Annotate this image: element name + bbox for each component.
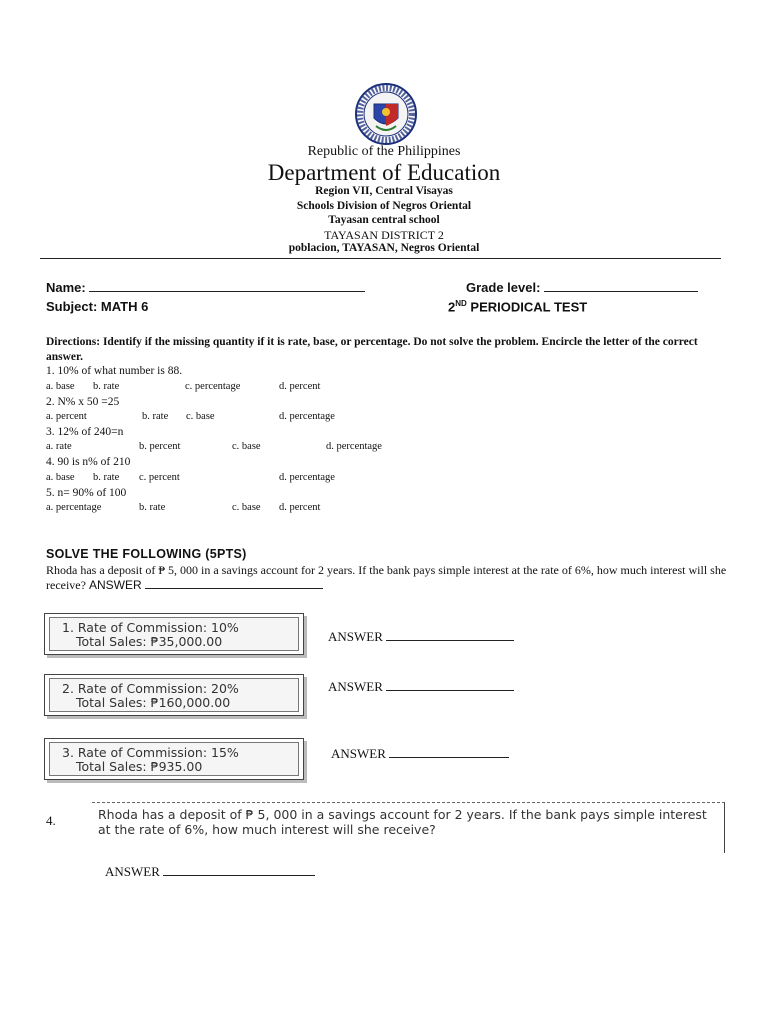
answer-field-1[interactable] bbox=[328, 627, 514, 645]
option-c[interactable]: c. percent bbox=[139, 472, 180, 483]
solve-section-title: SOLVE THE FOLLOWING (5PTS) bbox=[46, 547, 247, 561]
answer-blank[interactable] bbox=[386, 627, 514, 641]
directions-text: Directions: Identify if the missing quantity if it is rate, base, or percentage. Do not solve the problem. Encircle the letter of the correct answer. bbox=[46, 336, 698, 363]
option-a[interactable]: a. base bbox=[46, 381, 75, 392]
question-3: 3. 12% of 240=n bbox=[46, 426, 124, 438]
name-field[interactable] bbox=[46, 278, 365, 295]
answer-blank[interactable] bbox=[386, 677, 514, 691]
grade-level-label: Grade level: bbox=[466, 280, 541, 295]
commission-rate: 3. Rate of Commission: 15% bbox=[62, 745, 239, 760]
answer-label: ANSWER bbox=[328, 629, 383, 644]
answer-field-4[interactable] bbox=[105, 862, 315, 880]
answer-blank[interactable] bbox=[145, 578, 323, 589]
problem-4-number: 4. bbox=[46, 813, 56, 828]
option-b[interactable]: b. rate bbox=[93, 381, 120, 392]
solve-problem-text bbox=[46, 563, 736, 593]
division-heading: Schools Division of Negros Oriental bbox=[296, 200, 472, 212]
answer-field-2[interactable] bbox=[328, 677, 514, 695]
problem-4-box bbox=[92, 802, 725, 853]
option-b[interactable]: b. rate bbox=[139, 502, 166, 513]
commission-rate: 2. Rate of Commission: 20% bbox=[62, 681, 239, 696]
total-sales: Total Sales: ₱935.00 bbox=[76, 759, 203, 774]
question-5: 5. n= 90% of 100 bbox=[46, 487, 127, 499]
option-d[interactable]: d. percent bbox=[279, 502, 321, 513]
subject-label: Subject: MATH 6 bbox=[46, 299, 149, 314]
test-ordinal: ND bbox=[455, 299, 467, 308]
deped-seal-logo bbox=[348, 82, 424, 146]
question-4: 4. 90 is n% of 210 bbox=[46, 456, 131, 468]
answer-blank[interactable] bbox=[163, 862, 315, 876]
option-c[interactable]: c. base bbox=[232, 502, 261, 513]
commission-problem-card-3 bbox=[44, 738, 304, 780]
district-heading: TAYASAN DISTRICT 2 bbox=[324, 228, 444, 242]
option-a[interactable]: a. percent bbox=[46, 411, 87, 422]
grade-level-field[interactable] bbox=[466, 278, 698, 295]
option-d[interactable]: d. percent bbox=[279, 381, 321, 392]
commission-problem-card-2 bbox=[44, 674, 304, 716]
department-heading: Department of Education bbox=[267, 160, 501, 185]
answer-label: ANSWER bbox=[105, 864, 160, 879]
republic-heading: Republic of the Philippines bbox=[307, 144, 461, 159]
answer-field-3[interactable] bbox=[331, 744, 509, 762]
option-b[interactable]: b. rate bbox=[142, 411, 169, 422]
address-heading: poblacion, TAYASAN, Negros Oriental bbox=[288, 242, 480, 254]
school-heading: Tayasan central school bbox=[328, 214, 440, 226]
region-heading: Region VII, Central Visayas bbox=[315, 185, 453, 197]
option-c[interactable]: c. percentage bbox=[185, 381, 241, 392]
option-d[interactable]: d. percentage bbox=[279, 472, 335, 483]
option-a[interactable]: a. percentage bbox=[46, 502, 102, 513]
question-2: 2. N% x 50 =25 bbox=[46, 396, 120, 408]
test-number: 2 bbox=[448, 299, 456, 315]
answer-label: ANSWER bbox=[88, 578, 142, 592]
total-sales: Total Sales: ₱35,000.00 bbox=[76, 634, 223, 649]
problem-statement: Rhoda has a deposit of ₱ 5, 000 in a savings account for 2 years. If the bank pays simple interest at the rate of 6%, how much interest will she receive? bbox=[46, 563, 727, 592]
answer-label: ANSWER bbox=[331, 746, 386, 761]
option-d[interactable]: d. percentage bbox=[326, 441, 382, 452]
option-b[interactable]: b. percent bbox=[139, 441, 181, 452]
option-a[interactable]: a. rate bbox=[46, 441, 72, 452]
commission-problem-card-1 bbox=[44, 613, 304, 655]
option-c[interactable]: c. base bbox=[232, 441, 261, 452]
test-title: PERIODICAL TEST bbox=[466, 299, 588, 315]
total-sales: Total Sales: ₱160,000.00 bbox=[76, 695, 231, 710]
question-1: 1. 10% of what number is 88. bbox=[46, 365, 183, 377]
problem-4-text: Rhoda has a deposit of ₱ 5, 000 in a savings account for 2 years. If the bank pays simple interest at the rate of 6%, how much interest will she receive? bbox=[98, 807, 707, 837]
header-divider bbox=[40, 258, 721, 259]
grade-level-blank[interactable] bbox=[544, 278, 698, 292]
answer-label: ANSWER bbox=[328, 679, 383, 694]
option-c[interactable]: c. base bbox=[186, 411, 215, 422]
option-d[interactable]: d. percentage bbox=[279, 411, 335, 422]
periodical-test-label bbox=[448, 299, 587, 314]
answer-blank[interactable] bbox=[389, 744, 509, 758]
option-a[interactable]: a. base bbox=[46, 472, 75, 483]
option-b[interactable]: b. rate bbox=[93, 472, 120, 483]
commission-rate: 1. Rate of Commission: 10% bbox=[62, 620, 239, 635]
name-label: Name: bbox=[46, 280, 86, 295]
name-blank[interactable] bbox=[89, 278, 365, 292]
